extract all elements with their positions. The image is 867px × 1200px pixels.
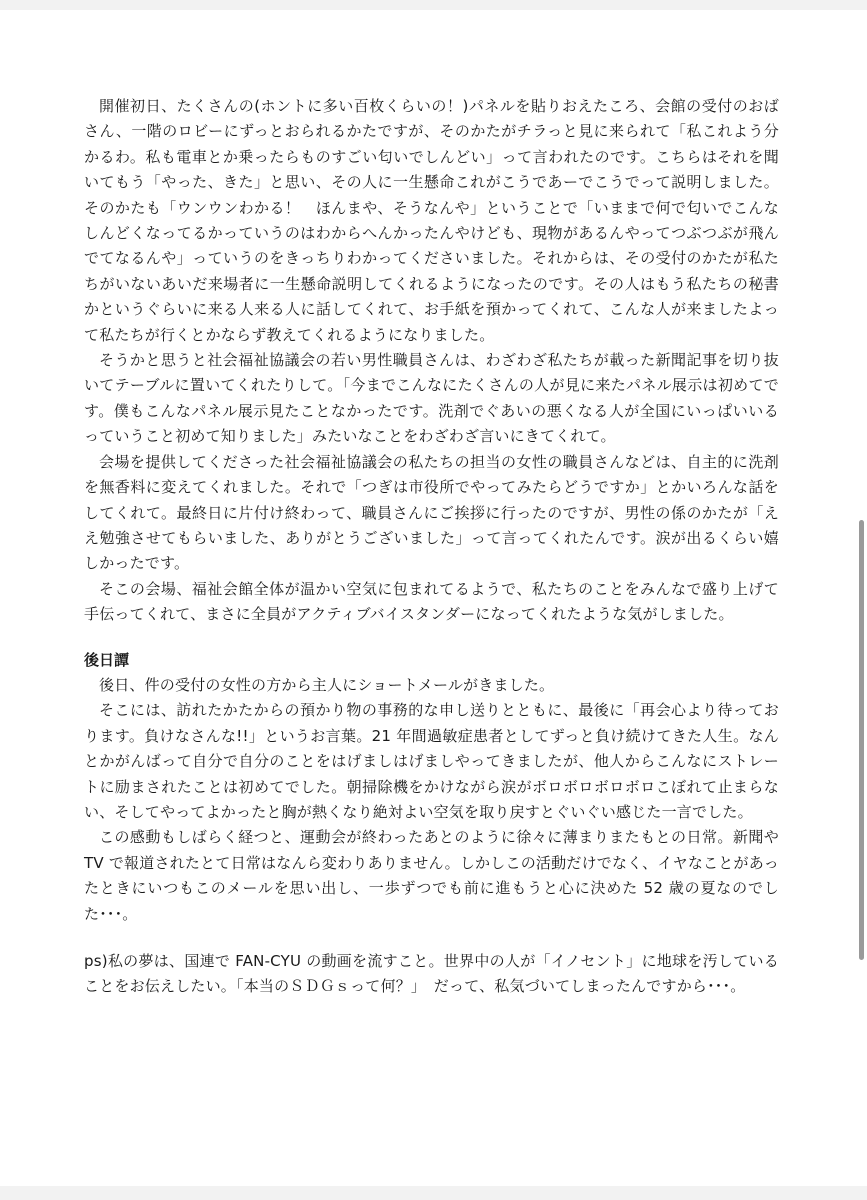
paragraph: そこには、訪れたかたからの預かり物の事務的な申し送りとともに、最後に「再会心より待っております。負けなさんな!!」というお言葉。21 年間過敏症患者としてずっと負け続けてきた人生。なんとかがんばって自分で自分のことをはげましはげましやってきましたが、他人からこんなにストレートに励まされたことは初めてでした。朝掃除機をかけながら涙がボロボロボロボロこぼれて止まらない、そしてやってよかったと胸が熱くなり絶対よい空気を取り戻すとぐいぐい感じた一言でした。 (84, 701, 779, 821)
paragraph: そうかと思うと社会福祉協議会の若い男性職員さんは、わざわざ私たちが載った新聞記事を切り抜いてテーブルに置いてくれたりして。「今までこんなにたくさんの人が見に来たパネル展示は初めてです。僕もこんなパネル展示見たことなかったです。洗剤でぐあいの悪くなる人が全国にいっぱいいるっていうこと初めて知りました」みたいなことをわざわざ言いにきてくれて。 (84, 351, 779, 446)
top-bar (0, 0, 867, 10)
postscript: ps)私の夢は、国連で FAN-CYU の動画を流すこと。世界中の人が「イノセント」に地球を汚していることをお伝えしたい。「本当のＳＤＧｓって何？」 だって、私気づいてしまったんですから･･･。 (84, 952, 779, 996)
paragraph: そこの会場、福祉会館全体が温かい空気に包まれてるようで、私たちのことをみんなで盛り上げて手伝ってくれて、まさに全員がアクティブバイスタンダーになってくれたような気がしました。 (84, 579, 779, 624)
document-page (84, 94, 779, 1000)
paragraph: 開催初日、たくさんの(ホントに多い百枚くらいの！)パネルを貼りおえたころ、会館の受付のおばさん、一階のロビーにずっとおられるかたですが、そのかたがチラっと見に来られて「私これよう分かるわ。私も電車とか乗ったらものすごい匂いでしんどい」って言われたのです。こちらはそれを聞いてもう「やった、きた」と思い、その人に一生懸命これがこうであーでこうでって説明しました。そのかたも「ウンウンわかる！ ほんまや、そうなんや」ということで「いままで何で匂いでこんなしんどくなってるかっていうのはわからへんかったんやけども、現物があるんやってつぶつぶが飛んでてなるんや」っていうのをきっちりわかってくださいました。それからは、その受付のかたが私たちがいないあいだ来場者に一生懸命説明してくれるようになったのです。その人はもう私たちの秘書かというぐらいに来る人来る人に話してくれて、お手紙を預かってくれて、こんな人が来ましたよって私たちが行くとかならず教えてくれるようになりました。 (84, 97, 779, 344)
paragraph: 後日、件の受付の女性の方から主人にショートメールがきました。 (99, 675, 555, 694)
spacer (84, 927, 779, 949)
scrollbar-thumb[interactable] (859, 520, 864, 960)
paragraph: この感動もしばらく経つと、運動会が終わったあとのように徐々に薄まりまたもとの日常。新聞や TV で報道されたとて日常はなんら変わりありません。しかしこの活動だけでなく、イヤなことがあったときにいつもこのメールを思い出し、一歩ずつでも前に進もうと心に決めた 52 歳の夏なのでした･･･。 (84, 828, 779, 923)
section-heading: 後日譚 (84, 650, 130, 669)
bottom-bar (0, 1186, 867, 1200)
paragraph: 会場を提供してくださった社会福祉協議会の私たちの担当の女性の職員さんなどは、自主的に洗剤を無香料に変えてくれました。それで「つぎは市役所でやってみたらどうですか」とかいろんな話をしてくれて。最終日に片付け終わって、職員さんにご挨拶に行ったのですが、男性の係のかたが「ええ勉強させてもらいました、ありがとうございました」って言ってくれたんです。涙が出るくらい嬉しかったです。 (84, 452, 779, 573)
